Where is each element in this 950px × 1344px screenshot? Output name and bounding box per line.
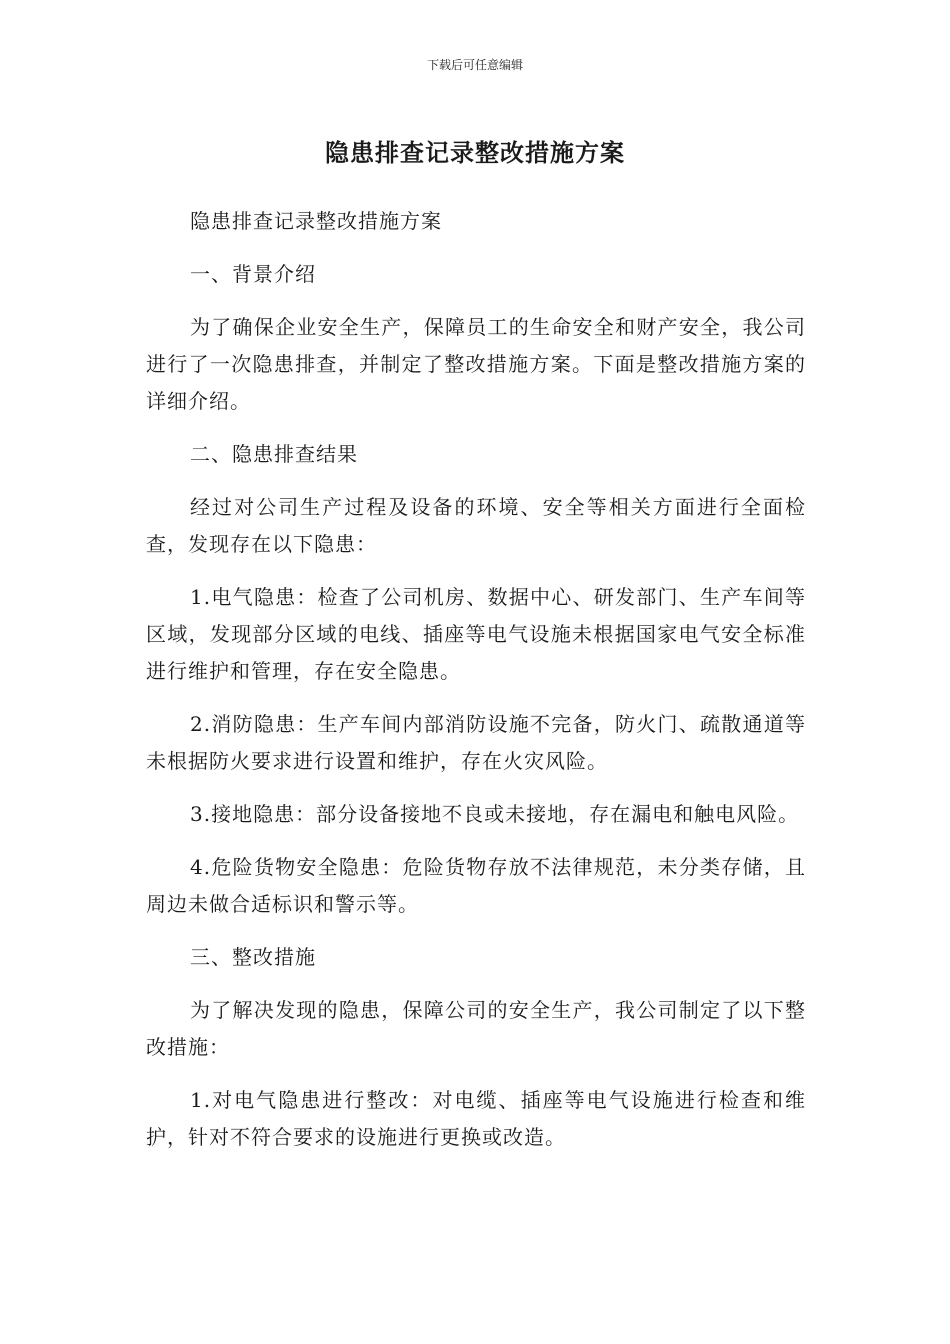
section-heading-measures: 三、整改措施 [190,945,316,969]
paragraph-measures-intro: 为了解决发现的隐患，保障公司的安全生产，我公司制定了以下整改措施： [146,998,806,1059]
list-item-measure-electrical: 1.对电气隐患进行整改：对电缆、插座等电气设施进行检查和维护，针对不符合要求的设施进行更换或改造。 [146,1088,806,1149]
document-body [146,203,806,1172]
list-item-fire: 2.消防隐患：生产车间内部消防设施不完备，防火门、疏散通道等未根据防火要求进行设置和维护，存在火灾风险。 [146,712,806,773]
list-item-grounding: 3.接地隐患：部分设备接地不良或未接地，存在漏电和触电风险。 [190,802,800,826]
section-heading-results: 二、隐患排查结果 [190,442,358,466]
paragraph-background: 为了确保企业安全生产，保障员工的生命安全和财产安全，我公司进行了一次隐患排查，并制定了整改措施方案。下面是整改措施方案的详细介绍。 [146,315,806,413]
paragraph-results-intro: 经过对公司生产过程及设备的环境、安全等相关方面进行全面检查，发现存在以下隐患： [146,495,806,556]
list-item-hazardous-goods: 4.危险货物安全隐患：危险货物存放不法律规范，未分类存储，且周边未做合适标识和警示等。 [146,855,806,916]
page-header-note: 下载后可任意编辑 [426,58,523,72]
section-heading-background: 一、背景介绍 [190,262,316,286]
paragraph-subtitle: 隐患排查记录整改措施方案 [190,209,442,233]
document-title: 隐患排查记录整改措施方案 [325,139,625,167]
list-item-electrical: 1.电气隐患：检查了公司机房、数据中心、研发部门、生产车间等区域，发现部分区域的电线、插座等电气设施未根据国家电气安全标准进行维护和管理，存在安全隐患。 [146,585,806,683]
